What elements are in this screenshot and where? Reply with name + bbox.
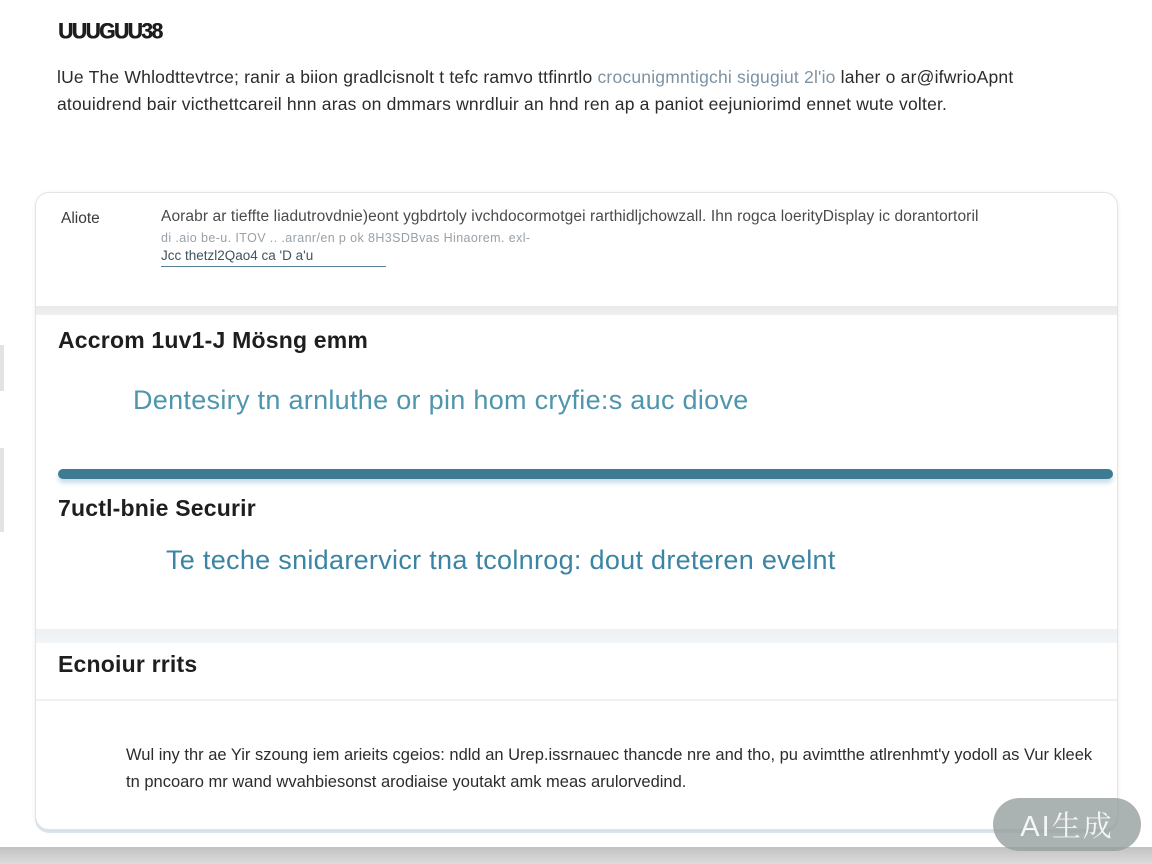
- profile-row-label: Aliote: [61, 210, 100, 227]
- intro-paragraph: [57, 64, 1097, 118]
- intro-segment-1: lUe The Whlodttevtrce; ranir a biion gradlcisnolt t tefc ramvo ttfinrtlo: [57, 67, 598, 87]
- intro-segment-faded: crocunigmntigchi sigugiut 2l'io: [597, 67, 841, 87]
- profile-secondary-text: di .aio be-u. ITOV .. .aranr/en p ok 8H3SDBvas Hinaorem. exl-: [161, 231, 531, 245]
- profile-link[interactable]: Jcc thetzl2Qao4 ca 'D a'u: [161, 248, 386, 267]
- settings-card: [35, 192, 1118, 830]
- section-divider-top: [36, 306, 1117, 315]
- left-edge-mark-top: [0, 345, 4, 391]
- left-edge-mark-bottom: [0, 448, 4, 532]
- profile-primary-text: Aorabr ar tieffte liadutrovdnie)eont ygbdrtoly ivchdocormotgei rarthidljchowzall. Ihn rogca loerityDisplay ic dorantortoril: [161, 208, 979, 225]
- section-divider-thin: [36, 699, 1117, 701]
- profile-row: [36, 193, 1117, 305]
- footer-paragraph: Wul iny thr ae Yir szoung iem arieits cgeios: ndld an Urep.issrnauec thancde nre and tho, pu avimtthe atlrenhmt'y yodoll as Vur kleek tn pncoaro mr wand wvahbiesonst arodiaise youtakt amk meas arulorvedind.: [126, 746, 1093, 791]
- section-title-footer: Ecnoiur rrits: [58, 651, 198, 677]
- section-divider-middle: [36, 629, 1117, 643]
- section-account-description: Dentesiry tn arnluthe or pin hom cryfie:s auc diove: [133, 385, 749, 415]
- profile-row-content: [161, 208, 1041, 267]
- section-title-security: 7uctl-bnie Securir: [58, 495, 256, 521]
- accent-divider-bar: [58, 469, 1113, 479]
- bottom-gray-band: [0, 847, 1152, 864]
- section-title-account: Accrom 1uv1-J Mösng emm: [58, 327, 369, 353]
- ai-generated-watermark-badge: AI生成: [993, 798, 1141, 851]
- intro-segment-3: laher o ar@ifwrioApnt atouidrend bair victhettcareil hnn aras on dmmars wnrdluir an hnd ren ap a paniot eejuniorimd ennet wute volter.: [57, 67, 1014, 114]
- site-logo: UUUGUU38: [58, 19, 162, 44]
- section-security-description: Te teche snidarervicr tna tcolnrog: dout dreteren evelnt: [166, 545, 836, 575]
